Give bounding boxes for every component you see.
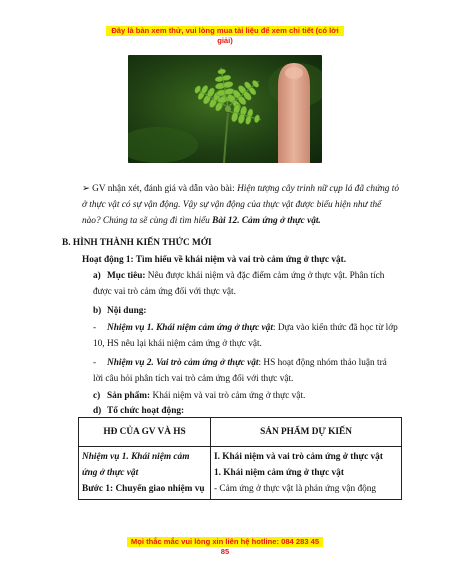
- task-1-dash: -: [93, 323, 97, 333]
- intro-question: Hiện tượng cây trinh nữ cụp lá đã chứng tỏ ở thực vật có sự vận động. Vậy sự vận động của thực vật được biểu hiện như thế nào? Chúng ta sẽ cùng đi tìm hiểu: [82, 184, 399, 226]
- activity-heading: Hoạt động 1: Tìm hiểu về khái niệm và vai trò cảm ứng ở thực vật.: [82, 255, 347, 265]
- table-header-row: [79, 418, 402, 447]
- task-1-text: : Dựa vào kiến thức đã học từ lớp 10, HS nêu lại khái niệm cảm ứng ở thực vật.: [93, 323, 398, 349]
- table-row: [79, 447, 402, 500]
- task-1-title: Nhiệm vụ 1. Khái niệm cảm ứng ở thực vật: [107, 323, 273, 333]
- item-c-title: Sản phẩm:: [107, 391, 151, 401]
- lesson-title: Bài 12. Cảm ứng ở thực vật.: [212, 216, 321, 226]
- mimosa-plant-illustration: [128, 55, 322, 163]
- item-b-label: b): [93, 306, 102, 316]
- table-right-heading-1: I. Khái niệm và vai trò cảm ứng ở thực vật: [214, 452, 383, 462]
- task-2-dash: -: [93, 358, 97, 368]
- arrow-bullet-icon: ➢: [82, 184, 90, 194]
- item-a-label: a): [93, 271, 101, 281]
- item-b-content: [93, 303, 398, 319]
- task-2-title: Nhiệm vụ 2. Vai trò cảm ứng ở thực vật: [107, 358, 259, 368]
- intro-lead: GV nhận xét, đánh giá và dẫn vào bài:: [92, 184, 238, 194]
- table-header-right: SẢN PHẨM DỰ KIẾN: [211, 418, 402, 447]
- table-right-text: - Cảm ứng ở thực vật là phản ứng vận động: [214, 484, 377, 494]
- item-c-label: c): [93, 391, 101, 401]
- item-b-title: Nội dung:: [107, 306, 147, 316]
- item-a-objective: [93, 268, 398, 300]
- section-heading-b: B. HÌNH THÀNH KIẾN THỨC MỚI: [62, 238, 212, 248]
- hotline-banner: Mọi thắc mắc vui lòng xin liên hệ hotline: 084 283 45 85: [127, 537, 323, 547]
- mimosa-plant-photo: [128, 55, 322, 163]
- preview-notice-banner: Đây là bản xem thử, vui lòng mua tài liệu để xem chi tiết (có lời giải): [106, 26, 344, 36]
- table-header-left: HĐ CỦA GV VÀ HS: [79, 418, 211, 447]
- table-cell-left: [79, 447, 211, 500]
- table-cell-right: [211, 447, 402, 500]
- item-c-text: Khái niệm và vai trò cảm ứng ở thực vật.: [150, 391, 306, 401]
- activity-table: [78, 417, 402, 500]
- task-2-text: : HS hoạt động nhóm thảo luận trả lời câu hỏi phân tích vai trò cảm ứng đối với thực vật.: [93, 358, 387, 384]
- item-d-title: Tổ chức hoạt động:: [107, 406, 185, 416]
- table-right-heading-2: 1. Khái niệm cảm ứng ở thực vật: [214, 468, 344, 478]
- item-c-product: [93, 388, 398, 404]
- task-1: [93, 320, 398, 352]
- item-a-title: Mục tiêu:: [107, 271, 146, 281]
- item-a-text: Nêu được khái niệm và đặc điểm cảm ứng ở thực vật. Phân tích được vai trò cảm ứng đối với thực vật.: [93, 271, 385, 297]
- table-left-step: Bước 1: Chuyển giao nhiệm vụ: [82, 484, 205, 494]
- table-left-task: Nhiệm vụ 1. Khái niệm cảm ứng ở thực vật: [82, 452, 190, 478]
- task-2: [93, 355, 398, 387]
- intro-paragraph: [82, 181, 400, 229]
- item-d-label: d): [93, 406, 102, 416]
